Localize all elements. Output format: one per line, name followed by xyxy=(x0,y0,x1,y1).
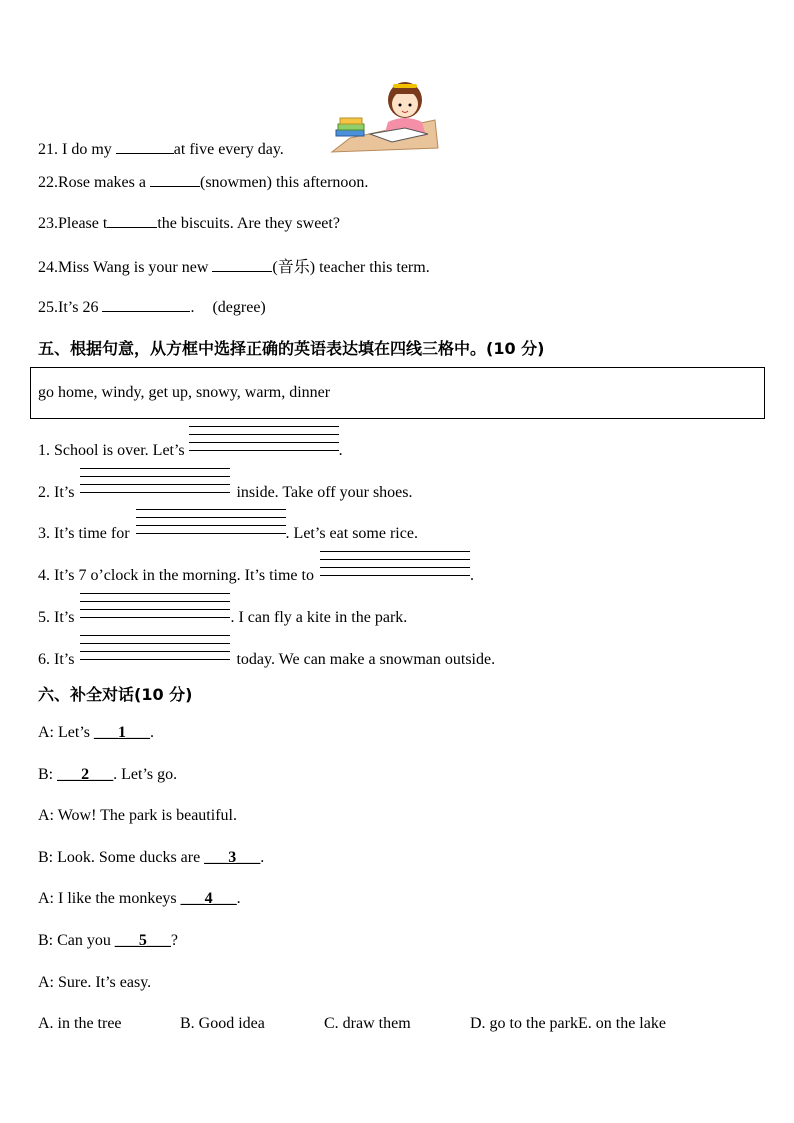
q23-blank[interactable] xyxy=(107,212,157,228)
dialogue-text-after: . xyxy=(260,849,265,866)
dialogue-text: B: xyxy=(38,766,58,783)
dialogue-text: B: Look. Some ducks are xyxy=(38,849,205,866)
q22-blank[interactable] xyxy=(150,171,200,187)
girl-reading-illustration xyxy=(330,78,440,156)
option-c: C. draw them xyxy=(324,1015,411,1032)
item-text-after: . xyxy=(469,567,474,584)
q24-blank[interactable] xyxy=(212,256,272,272)
part5-item-5 xyxy=(38,605,407,627)
four-line-blank[interactable] xyxy=(80,605,230,625)
section-5-title: 五、根据句意，从方框中选择正确的英语表达填在四线三格中。(10 分) xyxy=(38,339,545,358)
q25-text: 25.It’s 26 xyxy=(38,299,103,316)
dialogue-line-4 xyxy=(38,849,264,867)
item-text: 6. It’s xyxy=(38,651,75,668)
q22-text: 22.Rose makes a xyxy=(38,174,150,191)
dialogue-line-3 xyxy=(38,807,237,825)
dialogue-text-after: . xyxy=(236,890,241,907)
four-line-blank[interactable] xyxy=(136,521,286,541)
q21-blank[interactable] xyxy=(116,138,174,154)
dialogue-line-7 xyxy=(38,974,151,992)
four-line-blank[interactable] xyxy=(80,480,230,500)
item-text-after: . Let’s eat some rice. xyxy=(285,525,418,542)
dialogue-text: B: Can you xyxy=(38,932,115,949)
question-23 xyxy=(38,212,340,233)
dialogue-blank-2[interactable]: ___2___ xyxy=(57,766,114,783)
part5-item-3 xyxy=(38,521,418,543)
q21-text-after: at five every day. xyxy=(173,141,284,158)
item-text: 3. It’s time for xyxy=(38,525,130,542)
item-text-after: today. We can make a snowman outside. xyxy=(236,651,496,668)
q25-text-after: . xyxy=(190,299,195,316)
dialogue-text-after: . Let’s go. xyxy=(113,766,178,783)
item-text: 5. It’s xyxy=(38,609,75,626)
dialogue-text: A: Let’s xyxy=(38,724,94,741)
question-24 xyxy=(38,254,430,277)
four-line-blank[interactable] xyxy=(189,438,339,458)
dialogue-blank-5[interactable]: ___5___ xyxy=(114,932,171,949)
dialogue-text-after: ? xyxy=(170,932,178,949)
four-line-blank[interactable] xyxy=(80,647,230,667)
dialogue-text: A: I like the monkeys xyxy=(38,890,181,907)
word-box xyxy=(30,367,765,419)
q25-hint: (degree) xyxy=(212,299,266,316)
dialogue-text-after: . xyxy=(150,724,154,741)
option-a: A. in the tree xyxy=(38,1015,122,1032)
question-22 xyxy=(38,171,368,192)
q23-text: 23.Please t xyxy=(38,215,108,232)
dialogue-line-5 xyxy=(38,890,241,908)
q21-text: 21. I do my xyxy=(38,141,116,158)
item-text: 2. It’s xyxy=(38,484,75,501)
q22-hint: (snowmen) this afternoon. xyxy=(199,174,369,191)
question-21 xyxy=(38,138,284,159)
part5-item-4 xyxy=(38,563,474,585)
dialogue-line-1 xyxy=(38,724,154,742)
item-text-after: inside. Take off your shoes. xyxy=(236,484,413,501)
dialogue-line-6 xyxy=(38,932,178,950)
q23-text-after: the biscuits. Are they sweet? xyxy=(157,215,340,232)
dialogue-blank-3[interactable]: ___3___ xyxy=(204,849,261,866)
dialogue-line-2 xyxy=(38,766,177,784)
dialogue-blank-1[interactable]: ___1___ xyxy=(94,724,150,741)
item-text-after: . xyxy=(338,442,343,459)
dialogue-text: A: Wow! The park is beautiful. xyxy=(38,807,237,824)
question-25 xyxy=(38,296,266,317)
part5-item-2 xyxy=(38,480,413,502)
item-text-after: . I can fly a kite in the park. xyxy=(230,609,408,626)
option-d-e: D. go to the parkE. on the lake xyxy=(470,1015,666,1032)
dialogue-text: A: Sure. It’s easy. xyxy=(38,974,152,991)
item-text: 1. School is over. Let’s xyxy=(38,442,185,459)
q25-blank[interactable] xyxy=(102,296,190,312)
item-text: 4. It’s 7 o’clock in the morning. It’s time to xyxy=(38,567,314,584)
option-b: B. Good idea xyxy=(180,1015,265,1032)
dialogue-blank-4[interactable]: ___4___ xyxy=(180,890,237,907)
part5-item-6 xyxy=(38,647,495,669)
four-line-blank[interactable] xyxy=(320,563,470,583)
q24-hint: (音乐) teacher this term. xyxy=(272,259,430,276)
q24-text: 24.Miss Wang is your new xyxy=(38,259,213,276)
word-box-text: go home, windy, get up, snowy, warm, dinner xyxy=(38,384,331,401)
part5-item-1 xyxy=(38,438,343,460)
section-6-title: 六、补全对话(10 分) xyxy=(38,685,193,704)
